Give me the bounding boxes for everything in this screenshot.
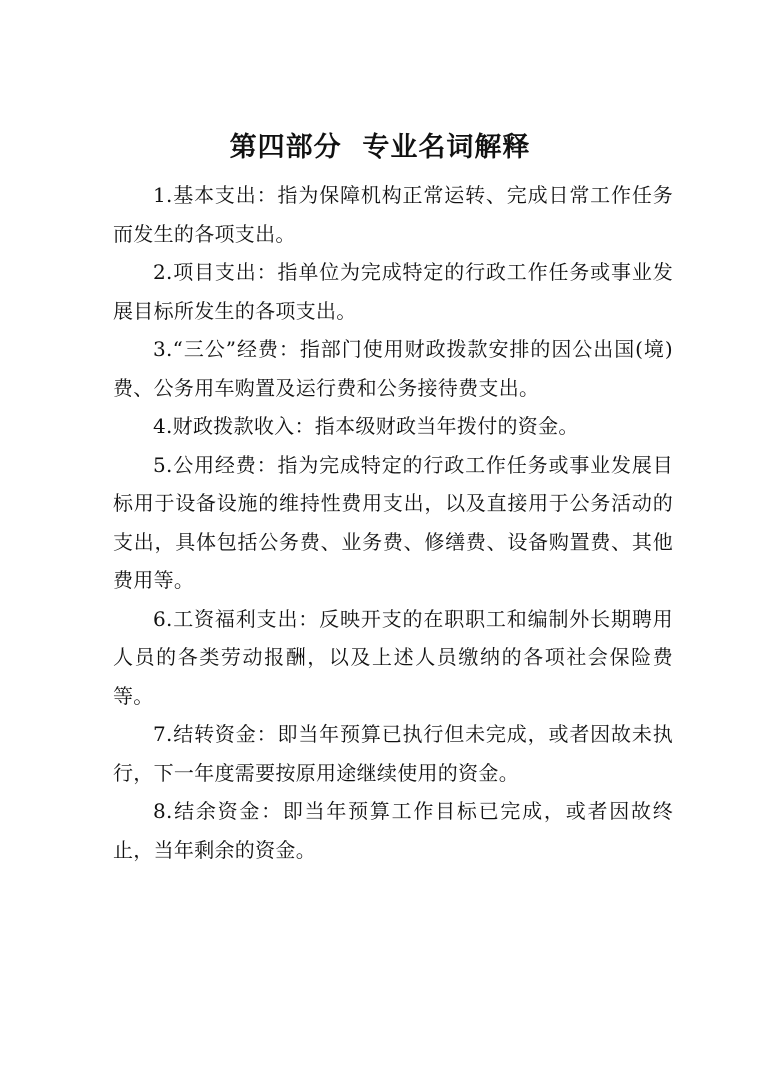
glossary-definition: 指单位为完成特定的行政工作任务或事业发展目标所发生的各项支出。 [113,260,674,323]
glossary-definition: 指部门使用财政拨款安排的因公出国(境)费、公务用车购置及运行费和公务接待费支出。 [113,337,673,400]
glossary-item-fiscal-appropriation-income [113,407,673,446]
glossary-definition: 指本级财政当年拨付的资金。 [314,414,579,438]
glossary-item-project-expenditure [113,253,673,330]
glossary-item-basic-expenditure [113,176,673,253]
glossary-item-three-public-funds [113,330,673,407]
glossary-definition: 指为保障机构正常运转、完成日常工作任务而发生的各项支出。 [113,183,674,246]
glossary-term: 8.结余资金： [153,799,283,823]
glossary-item-public-funds [113,446,673,600]
glossary-term: 7.结转资金： [153,722,278,746]
glossary-item-carryover-funds [113,715,673,792]
page-title: 第四部分 专业名词解释 [229,132,531,163]
glossary-item-wage-welfare-expenditure [113,600,673,716]
glossary-term: 3.“三公”经费： [153,337,300,361]
glossary-definition: 即当年预算工作目标已完成，或者因故终止，当年剩余的资金。 [113,799,673,862]
glossary-list [113,176,673,869]
glossary-term: 5.公用经费： [153,452,278,477]
glossary-term: 1.基本支出： [153,183,278,207]
glossary-definition: 反映开支的在职职工和编制外长期聘用人员的各类劳动报酬，以及上述人员缴纳的各项社会保险费等。 [113,606,673,708]
glossary-item-surplus-funds [113,792,673,869]
glossary-term: 6.工资福利支出： [153,606,320,631]
glossary-term: 4.财政拨款收入： [153,414,315,438]
glossary-term: 2.项目支出： [153,260,278,284]
glossary-definition: 指为完成特定的行政工作任务或事业发展目标用于设备设施的维持性费用支出，以及直接用于公务活动的支出，具体包括公务费、业务费、修缮费、设备购置费、其他费用等。 [113,452,674,592]
glossary-definition: 即当年预算已执行但未完成，或者因故未执行，下一年度需要按原用途继续使用的资金。 [113,722,674,785]
